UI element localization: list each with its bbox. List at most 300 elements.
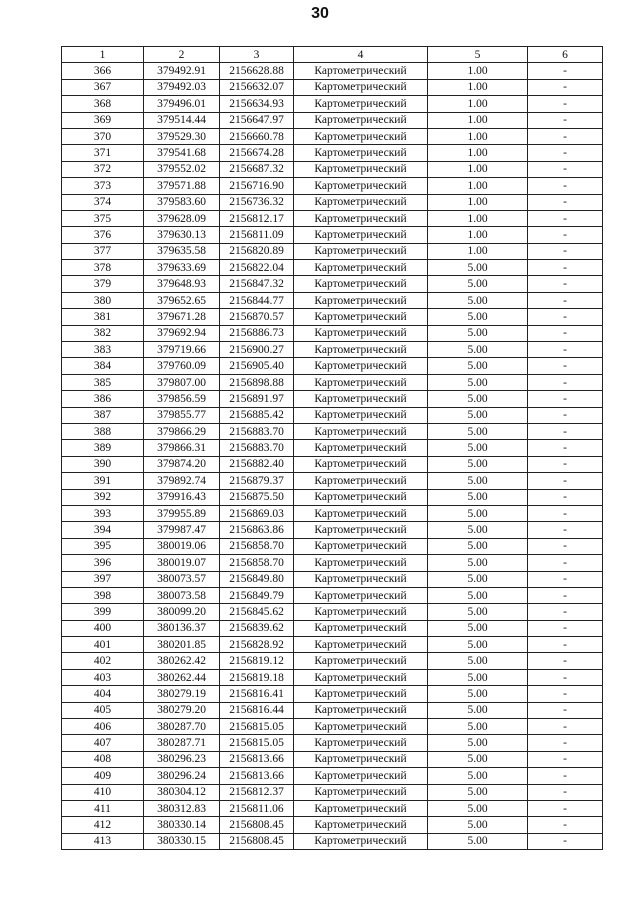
y-coordinate-cell: 2156816.41 xyxy=(220,686,294,702)
method-cell: Картометрический xyxy=(294,112,428,128)
method-cell: Картометрический xyxy=(294,637,428,653)
y-coordinate-cell: 2156882.40 xyxy=(220,456,294,472)
point-number-cell: 376 xyxy=(62,227,144,243)
point-number-cell: 402 xyxy=(62,653,144,669)
point-number-cell: 389 xyxy=(62,440,144,456)
x-coordinate-cell: 380136.37 xyxy=(144,620,220,636)
method-cell: Картометрический xyxy=(294,456,428,472)
x-coordinate-cell: 379571.88 xyxy=(144,178,220,194)
accuracy-cell: 5.00 xyxy=(428,637,528,653)
table-row xyxy=(62,473,603,489)
x-coordinate-cell: 380279.20 xyxy=(144,702,220,718)
accuracy-cell: 5.00 xyxy=(428,620,528,636)
point-number-cell: 399 xyxy=(62,604,144,620)
table-row xyxy=(62,784,603,800)
x-coordinate-cell: 380073.57 xyxy=(144,571,220,587)
accuracy-cell: 5.00 xyxy=(428,325,528,341)
method-cell: Картометрический xyxy=(294,768,428,784)
y-coordinate-cell: 2156811.09 xyxy=(220,227,294,243)
accuracy-cell: 5.00 xyxy=(428,800,528,816)
table-body xyxy=(62,63,603,850)
note-cell: - xyxy=(528,653,603,669)
header-row xyxy=(62,47,603,63)
x-coordinate-cell: 379628.09 xyxy=(144,210,220,226)
method-cell: Картометрический xyxy=(294,800,428,816)
y-coordinate-cell: 2156812.37 xyxy=(220,784,294,800)
y-coordinate-cell: 2156816.44 xyxy=(220,702,294,718)
column-header: 5 xyxy=(428,47,528,63)
accuracy-cell: 5.00 xyxy=(428,833,528,849)
method-cell: Картометрический xyxy=(294,161,428,177)
note-cell: - xyxy=(528,440,603,456)
y-coordinate-cell: 2156883.70 xyxy=(220,423,294,439)
y-coordinate-cell: 2156674.28 xyxy=(220,145,294,161)
x-coordinate-cell: 379916.43 xyxy=(144,489,220,505)
method-cell: Картометрический xyxy=(294,260,428,276)
note-cell: - xyxy=(528,276,603,292)
y-coordinate-cell: 2156716.90 xyxy=(220,178,294,194)
note-cell: - xyxy=(528,555,603,571)
note-cell: - xyxy=(528,178,603,194)
method-cell: Картометрический xyxy=(294,391,428,407)
table-row xyxy=(62,702,603,718)
accuracy-cell: 5.00 xyxy=(428,735,528,751)
table-row xyxy=(62,456,603,472)
table-row xyxy=(62,719,603,735)
table-row xyxy=(62,210,603,226)
point-number-cell: 382 xyxy=(62,325,144,341)
x-coordinate-cell: 379987.47 xyxy=(144,522,220,538)
point-number-cell: 394 xyxy=(62,522,144,538)
column-header: 3 xyxy=(220,47,294,63)
point-number-cell: 367 xyxy=(62,79,144,95)
accuracy-cell: 5.00 xyxy=(428,292,528,308)
accuracy-cell: 1.00 xyxy=(428,112,528,128)
point-number-cell: 377 xyxy=(62,243,144,259)
x-coordinate-cell: 379855.77 xyxy=(144,407,220,423)
x-coordinate-cell: 379541.68 xyxy=(144,145,220,161)
point-number-cell: 371 xyxy=(62,145,144,161)
y-coordinate-cell: 2156869.03 xyxy=(220,505,294,521)
method-cell: Картометрический xyxy=(294,128,428,144)
point-number-cell: 400 xyxy=(62,620,144,636)
method-cell: Картометрический xyxy=(294,587,428,603)
accuracy-cell: 5.00 xyxy=(428,653,528,669)
accuracy-cell: 5.00 xyxy=(428,309,528,325)
note-cell: - xyxy=(528,423,603,439)
x-coordinate-cell: 379492.03 xyxy=(144,79,220,95)
accuracy-cell: 1.00 xyxy=(428,145,528,161)
note-cell: - xyxy=(528,456,603,472)
table-row xyxy=(62,260,603,276)
y-coordinate-cell: 2156891.97 xyxy=(220,391,294,407)
y-coordinate-cell: 2156849.79 xyxy=(220,587,294,603)
table-row xyxy=(62,161,603,177)
y-coordinate-cell: 2156898.88 xyxy=(220,374,294,390)
y-coordinate-cell: 2156687.32 xyxy=(220,161,294,177)
table-row xyxy=(62,63,603,79)
accuracy-cell: 5.00 xyxy=(428,571,528,587)
point-number-cell: 393 xyxy=(62,505,144,521)
accuracy-cell: 5.00 xyxy=(428,391,528,407)
y-coordinate-cell: 2156736.32 xyxy=(220,194,294,210)
x-coordinate-cell: 379552.02 xyxy=(144,161,220,177)
point-number-cell: 375 xyxy=(62,210,144,226)
accuracy-cell: 5.00 xyxy=(428,489,528,505)
accuracy-cell: 5.00 xyxy=(428,669,528,685)
note-cell: - xyxy=(528,637,603,653)
accuracy-cell: 5.00 xyxy=(428,440,528,456)
x-coordinate-cell: 380304.12 xyxy=(144,784,220,800)
note-cell: - xyxy=(528,210,603,226)
page-number: 30 xyxy=(311,5,329,22)
table-row xyxy=(62,637,603,653)
accuracy-cell: 1.00 xyxy=(428,96,528,112)
y-coordinate-cell: 2156819.18 xyxy=(220,669,294,685)
method-cell: Картометрический xyxy=(294,325,428,341)
table-row xyxy=(62,407,603,423)
coordinates-table xyxy=(61,46,603,850)
point-number-cell: 387 xyxy=(62,407,144,423)
method-cell: Картометрический xyxy=(294,620,428,636)
note-cell: - xyxy=(528,112,603,128)
y-coordinate-cell: 2156883.70 xyxy=(220,440,294,456)
y-coordinate-cell: 2156628.88 xyxy=(220,63,294,79)
y-coordinate-cell: 2156847.32 xyxy=(220,276,294,292)
y-coordinate-cell: 2156879.37 xyxy=(220,473,294,489)
accuracy-cell: 5.00 xyxy=(428,505,528,521)
method-cell: Картометрический xyxy=(294,79,428,95)
note-cell: - xyxy=(528,784,603,800)
note-cell: - xyxy=(528,194,603,210)
point-number-cell: 404 xyxy=(62,686,144,702)
note-cell: - xyxy=(528,63,603,79)
table-row xyxy=(62,505,603,521)
y-coordinate-cell: 2156815.05 xyxy=(220,735,294,751)
y-coordinate-cell: 2156822.04 xyxy=(220,260,294,276)
point-number-cell: 407 xyxy=(62,735,144,751)
method-cell: Картометрический xyxy=(294,735,428,751)
method-cell: Картометрический xyxy=(294,686,428,702)
point-number-cell: 397 xyxy=(62,571,144,587)
column-header: 1 xyxy=(62,47,144,63)
table-row xyxy=(62,538,603,554)
table-row xyxy=(62,604,603,620)
table-row xyxy=(62,391,603,407)
method-cell: Картометрический xyxy=(294,145,428,161)
note-cell: - xyxy=(528,604,603,620)
note-cell: - xyxy=(528,145,603,161)
table-row xyxy=(62,489,603,505)
point-number-cell: 386 xyxy=(62,391,144,407)
point-number-cell: 410 xyxy=(62,784,144,800)
note-cell: - xyxy=(528,751,603,767)
accuracy-cell: 5.00 xyxy=(428,702,528,718)
table-row xyxy=(62,768,603,784)
note-cell: - xyxy=(528,669,603,685)
note-cell: - xyxy=(528,325,603,341)
x-coordinate-cell: 379856.59 xyxy=(144,391,220,407)
x-coordinate-cell: 380312.83 xyxy=(144,800,220,816)
method-cell: Картометрический xyxy=(294,784,428,800)
method-cell: Картометрический xyxy=(294,538,428,554)
table-row xyxy=(62,112,603,128)
x-coordinate-cell: 379492.91 xyxy=(144,63,220,79)
method-cell: Картометрический xyxy=(294,473,428,489)
table-row xyxy=(62,555,603,571)
note-cell: - xyxy=(528,79,603,95)
point-number-cell: 372 xyxy=(62,161,144,177)
x-coordinate-cell: 380279.19 xyxy=(144,686,220,702)
note-cell: - xyxy=(528,719,603,735)
method-cell: Картометрический xyxy=(294,243,428,259)
accuracy-cell: 5.00 xyxy=(428,604,528,620)
y-coordinate-cell: 2156875.50 xyxy=(220,489,294,505)
point-number-cell: 409 xyxy=(62,768,144,784)
table-header xyxy=(62,47,603,63)
point-number-cell: 385 xyxy=(62,374,144,390)
accuracy-cell: 5.00 xyxy=(428,260,528,276)
column-header: 2 xyxy=(144,47,220,63)
method-cell: Картометрический xyxy=(294,194,428,210)
method-cell: Картометрический xyxy=(294,342,428,358)
accuracy-cell: 1.00 xyxy=(428,63,528,79)
point-number-cell: 392 xyxy=(62,489,144,505)
y-coordinate-cell: 2156886.73 xyxy=(220,325,294,341)
accuracy-cell: 5.00 xyxy=(428,538,528,554)
x-coordinate-cell: 379866.29 xyxy=(144,423,220,439)
x-coordinate-cell: 379652.65 xyxy=(144,292,220,308)
method-cell: Картометрический xyxy=(294,63,428,79)
y-coordinate-cell: 2156808.45 xyxy=(220,817,294,833)
note-cell: - xyxy=(528,735,603,751)
x-coordinate-cell: 380296.24 xyxy=(144,768,220,784)
accuracy-cell: 5.00 xyxy=(428,473,528,489)
note-cell: - xyxy=(528,505,603,521)
note-cell: - xyxy=(528,800,603,816)
method-cell: Картометрический xyxy=(294,702,428,718)
method-cell: Картометрический xyxy=(294,210,428,226)
x-coordinate-cell: 379692.94 xyxy=(144,325,220,341)
x-coordinate-cell: 379671.28 xyxy=(144,309,220,325)
point-number-cell: 381 xyxy=(62,309,144,325)
accuracy-cell: 1.00 xyxy=(428,227,528,243)
y-coordinate-cell: 2156849.80 xyxy=(220,571,294,587)
point-number-cell: 408 xyxy=(62,751,144,767)
table-row xyxy=(62,292,603,308)
note-cell: - xyxy=(528,292,603,308)
table-row xyxy=(62,735,603,751)
table-row xyxy=(62,817,603,833)
point-number-cell: 391 xyxy=(62,473,144,489)
y-coordinate-cell: 2156660.78 xyxy=(220,128,294,144)
table-row xyxy=(62,374,603,390)
y-coordinate-cell: 2156828.92 xyxy=(220,637,294,653)
point-number-cell: 380 xyxy=(62,292,144,308)
x-coordinate-cell: 379514.44 xyxy=(144,112,220,128)
method-cell: Картометрический xyxy=(294,407,428,423)
table-row xyxy=(62,194,603,210)
note-cell: - xyxy=(528,571,603,587)
y-coordinate-cell: 2156632.07 xyxy=(220,79,294,95)
accuracy-cell: 5.00 xyxy=(428,719,528,735)
point-number-cell: 401 xyxy=(62,637,144,653)
y-coordinate-cell: 2156870.57 xyxy=(220,309,294,325)
table-row xyxy=(62,79,603,95)
method-cell: Картометрический xyxy=(294,833,428,849)
method-cell: Картометрический xyxy=(294,276,428,292)
accuracy-cell: 5.00 xyxy=(428,423,528,439)
method-cell: Картометрический xyxy=(294,489,428,505)
method-cell: Картометрический xyxy=(294,571,428,587)
x-coordinate-cell: 379807.00 xyxy=(144,374,220,390)
table-row xyxy=(62,358,603,374)
point-number-cell: 368 xyxy=(62,96,144,112)
note-cell: - xyxy=(528,391,603,407)
table-row xyxy=(62,342,603,358)
accuracy-cell: 5.00 xyxy=(428,374,528,390)
point-number-cell: 398 xyxy=(62,587,144,603)
table-row xyxy=(62,178,603,194)
y-coordinate-cell: 2156900.27 xyxy=(220,342,294,358)
note-cell: - xyxy=(528,538,603,554)
x-coordinate-cell: 379760.09 xyxy=(144,358,220,374)
table-row xyxy=(62,751,603,767)
accuracy-cell: 1.00 xyxy=(428,178,528,194)
x-coordinate-cell: 379648.93 xyxy=(144,276,220,292)
y-coordinate-cell: 2156858.70 xyxy=(220,538,294,554)
accuracy-cell: 1.00 xyxy=(428,243,528,259)
table-row xyxy=(62,587,603,603)
x-coordinate-cell: 380099.20 xyxy=(144,604,220,620)
table-row xyxy=(62,243,603,259)
accuracy-cell: 1.00 xyxy=(428,79,528,95)
note-cell: - xyxy=(528,473,603,489)
y-coordinate-cell: 2156863.86 xyxy=(220,522,294,538)
accuracy-cell: 5.00 xyxy=(428,555,528,571)
note-cell: - xyxy=(528,522,603,538)
y-coordinate-cell: 2156813.66 xyxy=(220,768,294,784)
note-cell: - xyxy=(528,817,603,833)
note-cell: - xyxy=(528,702,603,718)
accuracy-cell: 5.00 xyxy=(428,358,528,374)
y-coordinate-cell: 2156647.97 xyxy=(220,112,294,128)
x-coordinate-cell: 379496.01 xyxy=(144,96,220,112)
x-coordinate-cell: 380262.42 xyxy=(144,653,220,669)
y-coordinate-cell: 2156812.17 xyxy=(220,210,294,226)
y-coordinate-cell: 2156815.05 xyxy=(220,719,294,735)
accuracy-cell: 5.00 xyxy=(428,768,528,784)
method-cell: Картометрический xyxy=(294,423,428,439)
method-cell: Картометрический xyxy=(294,374,428,390)
note-cell: - xyxy=(528,374,603,390)
accuracy-cell: 5.00 xyxy=(428,456,528,472)
point-number-cell: 378 xyxy=(62,260,144,276)
note-cell: - xyxy=(528,243,603,259)
method-cell: Картометрический xyxy=(294,669,428,685)
method-cell: Картометрический xyxy=(294,751,428,767)
note-cell: - xyxy=(528,358,603,374)
note-cell: - xyxy=(528,489,603,505)
note-cell: - xyxy=(528,342,603,358)
point-number-cell: 374 xyxy=(62,194,144,210)
method-cell: Картометрический xyxy=(294,604,428,620)
point-number-cell: 411 xyxy=(62,800,144,816)
x-coordinate-cell: 380262.44 xyxy=(144,669,220,685)
note-cell: - xyxy=(528,768,603,784)
y-coordinate-cell: 2156845.62 xyxy=(220,604,294,620)
y-coordinate-cell: 2156819.12 xyxy=(220,653,294,669)
x-coordinate-cell: 379583.60 xyxy=(144,194,220,210)
table-row xyxy=(62,145,603,161)
table-row xyxy=(62,800,603,816)
x-coordinate-cell: 379866.31 xyxy=(144,440,220,456)
accuracy-cell: 5.00 xyxy=(428,522,528,538)
accuracy-cell: 5.00 xyxy=(428,276,528,292)
note-cell: - xyxy=(528,260,603,276)
accuracy-cell: 5.00 xyxy=(428,407,528,423)
note-cell: - xyxy=(528,161,603,177)
accuracy-cell: 1.00 xyxy=(428,194,528,210)
x-coordinate-cell: 380330.15 xyxy=(144,833,220,849)
method-cell: Картометрический xyxy=(294,817,428,833)
y-coordinate-cell: 2156858.70 xyxy=(220,555,294,571)
y-coordinate-cell: 2156820.89 xyxy=(220,243,294,259)
point-number-cell: 390 xyxy=(62,456,144,472)
x-coordinate-cell: 379635.58 xyxy=(144,243,220,259)
y-coordinate-cell: 2156844.77 xyxy=(220,292,294,308)
table-row xyxy=(62,440,603,456)
accuracy-cell: 1.00 xyxy=(428,128,528,144)
point-number-cell: 403 xyxy=(62,669,144,685)
table-row xyxy=(62,522,603,538)
x-coordinate-cell: 380330.14 xyxy=(144,817,220,833)
y-coordinate-cell: 2156808.45 xyxy=(220,833,294,849)
x-coordinate-cell: 379630.13 xyxy=(144,227,220,243)
accuracy-cell: 1.00 xyxy=(428,210,528,226)
point-number-cell: 383 xyxy=(62,342,144,358)
table-row xyxy=(62,833,603,849)
table-row xyxy=(62,423,603,439)
method-cell: Картометрический xyxy=(294,555,428,571)
table-row xyxy=(62,653,603,669)
point-number-cell: 379 xyxy=(62,276,144,292)
table-row xyxy=(62,96,603,112)
x-coordinate-cell: 379633.69 xyxy=(144,260,220,276)
table-row xyxy=(62,686,603,702)
note-cell: - xyxy=(528,587,603,603)
point-number-cell: 388 xyxy=(62,423,144,439)
x-coordinate-cell: 379892.74 xyxy=(144,473,220,489)
x-coordinate-cell: 380201.85 xyxy=(144,637,220,653)
point-number-cell: 366 xyxy=(62,63,144,79)
y-coordinate-cell: 2156634.93 xyxy=(220,96,294,112)
x-coordinate-cell: 379874.20 xyxy=(144,456,220,472)
note-cell: - xyxy=(528,407,603,423)
point-number-cell: 412 xyxy=(62,817,144,833)
method-cell: Картометрический xyxy=(294,505,428,521)
y-coordinate-cell: 2156905.40 xyxy=(220,358,294,374)
table-row xyxy=(62,128,603,144)
method-cell: Картометрический xyxy=(294,96,428,112)
point-number-cell: 395 xyxy=(62,538,144,554)
point-number-cell: 396 xyxy=(62,555,144,571)
column-header: 6 xyxy=(528,47,603,63)
method-cell: Картометрический xyxy=(294,440,428,456)
y-coordinate-cell: 2156839.62 xyxy=(220,620,294,636)
note-cell: - xyxy=(528,128,603,144)
method-cell: Картометрический xyxy=(294,309,428,325)
